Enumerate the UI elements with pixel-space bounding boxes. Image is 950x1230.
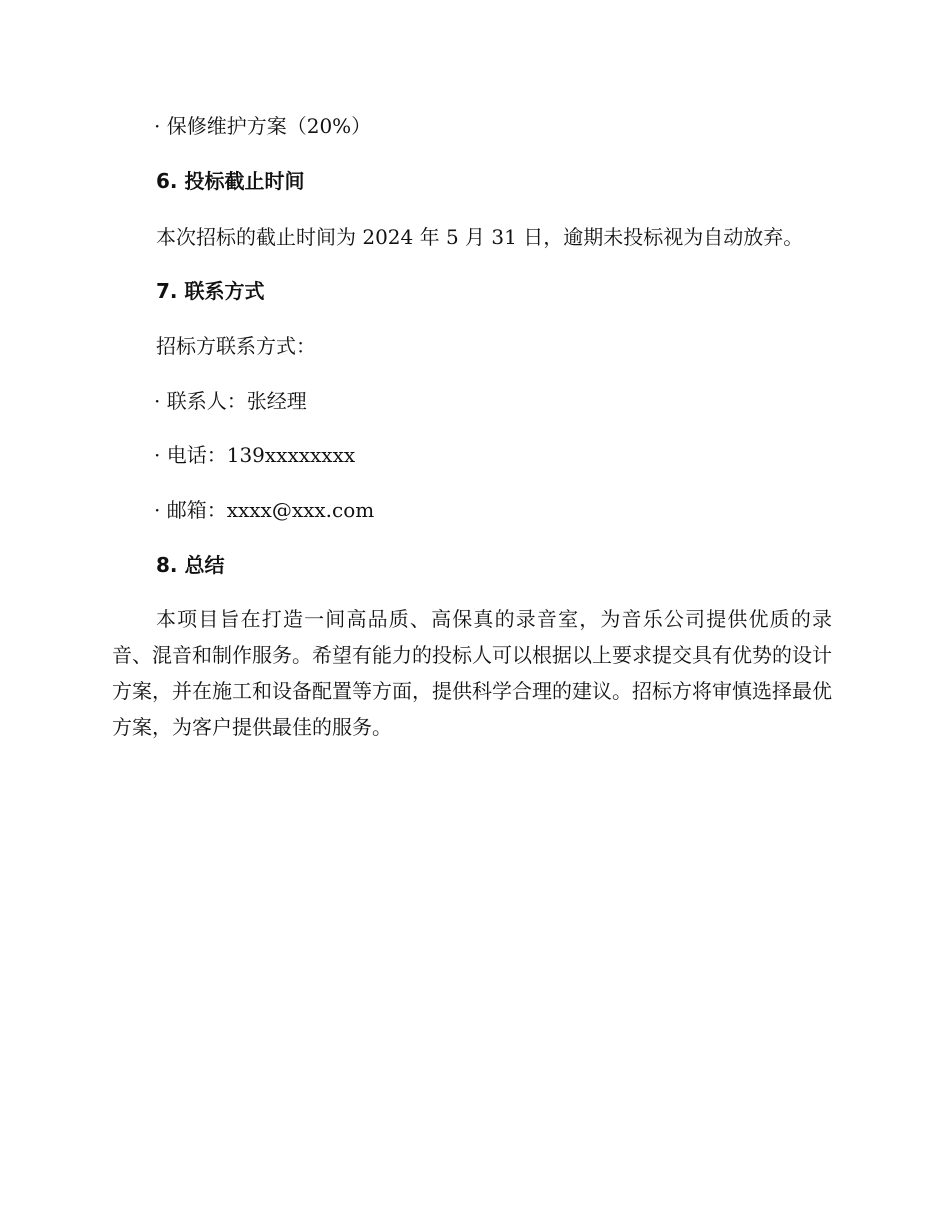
contact-heading: 7. 联系方式 [156, 279, 265, 303]
summary-heading: 8. 总结 [156, 553, 225, 577]
deadline-heading: 6. 投标截止时间 [156, 169, 305, 193]
contact-intro: 招标方联系方式： [156, 334, 316, 358]
deadline-text: 本次招标的截止时间为 2024 年 5 月 31 日，逾期未投标视为自动放弃。 [156, 225, 804, 249]
contact-email: · 邮箱：xxxx@xxx.com [154, 498, 375, 522]
summary-paragraph: 本项目旨在打造一间高品质、高保真的录音室，为音乐公司提供优质的录音、混音和制作服务。希望有能力的投标人可以根据以上要求提交具有优势的设计方案，并在施工和设备配置等方面，提供科学合理的建议。招标方将审慎选择最优方案，为客户提供最佳的服务。 [112, 607, 832, 739]
maintenance-item: · 保修维护方案（20%） [154, 114, 372, 138]
contact-phone: · 电话：139xxxxxxxx [154, 443, 356, 467]
contact-person: · 联系人：张经理 [154, 389, 307, 413]
